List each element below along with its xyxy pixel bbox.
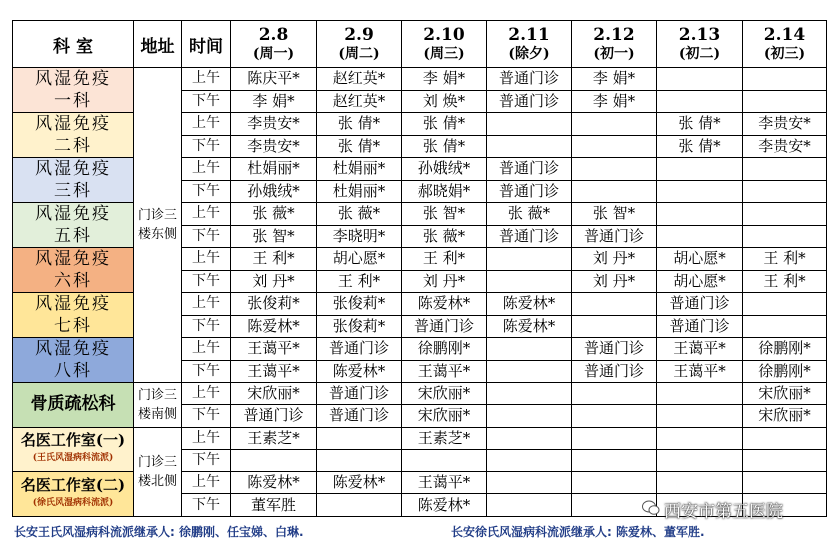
schedule-cell xyxy=(572,135,657,158)
period-label: 上午 xyxy=(182,68,231,91)
schedule-cell xyxy=(572,158,657,181)
schedule-cell: 普通门诊 xyxy=(572,338,657,361)
department-name: 风湿免疫 xyxy=(35,159,111,179)
period-label: 下午 xyxy=(182,135,231,158)
schedule-cell xyxy=(572,180,657,203)
schedule-cell xyxy=(657,180,743,203)
schedule-cell: 杜娟丽* xyxy=(317,158,402,181)
schedule-cell: 王 利* xyxy=(231,248,317,271)
department-bone: 骨质疏松科 xyxy=(13,383,134,428)
schedule-cell: 王蔼平* xyxy=(657,360,743,383)
schedule-cell: 李贵安* xyxy=(231,113,317,136)
schedule-cell: 王 利* xyxy=(743,248,827,271)
schedule-table xyxy=(12,20,827,517)
department-unit: 一科 xyxy=(54,91,92,111)
schedule-cell: 赵红英* xyxy=(317,90,402,113)
schedule-cell: 杜娟丽* xyxy=(231,158,317,181)
schedule-cell: 李 娟* xyxy=(572,90,657,113)
schedule-cell: 徐鹏刚* xyxy=(743,338,827,361)
schedule-cell xyxy=(231,449,317,471)
schedule-cell: 张 薇* xyxy=(487,203,572,226)
schedule-cell xyxy=(572,383,657,405)
schedule-cell: 胡心愿* xyxy=(317,248,402,271)
schedule-cell xyxy=(487,248,572,271)
schedule-cell: 普通门诊 xyxy=(572,360,657,383)
schedule-cell: 王 利* xyxy=(317,270,402,293)
schedule-cell: 李贵安* xyxy=(743,113,827,136)
header-date: 2.14 (初三) xyxy=(743,21,827,68)
studio-name: 名医工作室(二) xyxy=(20,475,126,494)
schedule-cell: 李 娟* xyxy=(402,68,487,91)
schedule-cell: 普通门诊 xyxy=(487,180,572,203)
hospital-watermark: 西安市第五医院 xyxy=(664,502,783,522)
department-unit: 八科 xyxy=(54,361,92,381)
header-date: 2.11 (除夕) xyxy=(487,21,572,68)
schedule-cell xyxy=(487,494,572,516)
period-label: 下午 xyxy=(182,180,231,203)
studio-name: 名医工作室(一) xyxy=(20,431,126,450)
schedule-cell xyxy=(572,293,657,316)
department-unit: 三科 xyxy=(54,181,92,201)
schedule-cell xyxy=(572,472,657,494)
department-cell xyxy=(13,248,134,293)
department-cell xyxy=(13,113,134,158)
schedule-cell xyxy=(487,405,572,427)
department-cell xyxy=(13,293,134,338)
department-name: 风湿免疫 xyxy=(35,69,111,89)
schedule-cell: 徐鹏刚* xyxy=(402,338,487,361)
schedule-cell xyxy=(487,270,572,293)
schedule-cell: 徐鹏刚* xyxy=(743,360,827,383)
department-name: 风湿免疫 xyxy=(35,204,111,224)
schedule-cell: 王 利* xyxy=(402,248,487,271)
schedule-cell xyxy=(572,449,657,471)
schedule-cell xyxy=(657,383,743,405)
schedule-cell: 陈爱林* xyxy=(402,293,487,316)
schedule-cell: 普通门诊 xyxy=(487,90,572,113)
schedule-cell: 陈爱林* xyxy=(487,315,572,338)
schedule-cell xyxy=(572,113,657,136)
schedule-cell xyxy=(743,449,827,471)
period-label: 下午 xyxy=(182,449,231,471)
schedule-cell: 宋欣丽* xyxy=(743,383,827,405)
schedule-cell: 刘 丹* xyxy=(402,270,487,293)
schedule-cell: 李 娟* xyxy=(572,68,657,91)
schedule-cell: 宋欣丽* xyxy=(402,383,487,405)
schedule-cell xyxy=(743,472,827,494)
department-unit: 二科 xyxy=(54,136,92,156)
schedule-cell xyxy=(657,90,743,113)
department-name: 风湿免疫 xyxy=(35,339,111,359)
schedule-cell: 刘 焕* xyxy=(402,90,487,113)
department-cell xyxy=(13,338,134,383)
period-label: 下午 xyxy=(182,225,231,248)
schedule-cell xyxy=(657,405,743,427)
table-row xyxy=(13,427,827,449)
schedule-cell: 王素芝* xyxy=(402,427,487,449)
department-name: 风湿免疫 xyxy=(35,249,111,269)
period-label: 上午 xyxy=(182,472,231,494)
header-date: 2.10 (周三) xyxy=(402,21,487,68)
header-date: 2.8 (周一) xyxy=(231,21,317,68)
schedule-cell: 张 薇* xyxy=(317,203,402,226)
department-unit: 五科 xyxy=(54,226,92,246)
location-east: 门诊三楼东侧 xyxy=(134,68,182,383)
schedule-cell xyxy=(487,338,572,361)
schedule-cell: 张 智* xyxy=(231,225,317,248)
schedule-cell: 杜娟丽* xyxy=(317,180,402,203)
period-label: 下午 xyxy=(182,270,231,293)
schedule-cell xyxy=(487,113,572,136)
schedule-cell: 陈爱林* xyxy=(317,360,402,383)
period-label: 下午 xyxy=(182,405,231,427)
schedule-cell: 李贵安* xyxy=(743,135,827,158)
schedule-cell: 宋欣丽* xyxy=(402,405,487,427)
schedule-cell: 李贵安* xyxy=(231,135,317,158)
schedule-cell: 陈爱林* xyxy=(487,293,572,316)
schedule-cell: 宋欣丽* xyxy=(231,383,317,405)
schedule-cell: 王蔼平* xyxy=(402,472,487,494)
schedule-cell: 李 娟* xyxy=(231,90,317,113)
schedule-cell: 普通门诊 xyxy=(487,68,572,91)
schedule-cell xyxy=(487,383,572,405)
period-label: 下午 xyxy=(182,315,231,338)
schedule-cell: 张 薇* xyxy=(231,203,317,226)
footer-right-note: 长安徐氏风湿病科流派继承人: 陈爱林、董军胜. xyxy=(451,525,705,539)
header-dept: 科 室 xyxy=(13,21,134,68)
schedule-cell: 王蔼平* xyxy=(231,360,317,383)
department-unit: 六科 xyxy=(54,271,92,291)
schedule-cell xyxy=(657,449,743,471)
header-date: 2.9 (周二) xyxy=(317,21,402,68)
schedule-cell: 普通门诊 xyxy=(657,315,743,338)
period-label: 上午 xyxy=(182,293,231,316)
schedule-cell: 普通门诊 xyxy=(572,225,657,248)
schedule-cell: 陈爱林* xyxy=(231,315,317,338)
studio-school: (王氏风湿病科流派) xyxy=(32,453,114,464)
schedule-cell xyxy=(572,405,657,427)
table-row xyxy=(13,68,827,91)
schedule-cell: 普通门诊 xyxy=(487,225,572,248)
schedule-cell xyxy=(743,68,827,91)
schedule-cell: 孙娥绒* xyxy=(402,158,487,181)
schedule-cell: 张 智* xyxy=(402,203,487,226)
location-south: 门诊三楼南侧 xyxy=(134,383,182,428)
schedule-cell: 普通门诊 xyxy=(657,293,743,316)
schedule-cell xyxy=(402,449,487,471)
period-label: 下午 xyxy=(182,494,231,516)
department-name: 风湿免疫 xyxy=(35,114,111,134)
schedule-cell xyxy=(743,203,827,226)
period-label: 上午 xyxy=(182,113,231,136)
studio-cell xyxy=(13,427,134,472)
schedule-cell: 胡心愿* xyxy=(657,270,743,293)
schedule-cell xyxy=(657,203,743,226)
schedule-cell: 刘 丹* xyxy=(231,270,317,293)
schedule-cell xyxy=(317,427,402,449)
schedule-cell: 李晓明* xyxy=(317,225,402,248)
schedule-cell xyxy=(572,427,657,449)
period-label: 上午 xyxy=(182,338,231,361)
schedule-cell xyxy=(487,135,572,158)
schedule-cell: 普通门诊 xyxy=(231,405,317,427)
schedule-cell: 刘 丹* xyxy=(572,248,657,271)
schedule-cell xyxy=(487,472,572,494)
department-name: 风湿免疫 xyxy=(35,294,111,314)
period-label: 上午 xyxy=(182,427,231,449)
schedule-cell: 普通门诊 xyxy=(402,315,487,338)
schedule-cell xyxy=(657,427,743,449)
period-label: 上午 xyxy=(182,158,231,181)
schedule-cell: 陈庆平* xyxy=(231,68,317,91)
schedule-cell xyxy=(657,472,743,494)
schedule-cell: 张 倩* xyxy=(402,135,487,158)
schedule-cell: 张 薇* xyxy=(402,225,487,248)
schedule-cell: 胡心愿* xyxy=(657,248,743,271)
schedule-cell xyxy=(487,360,572,383)
schedule-cell xyxy=(657,158,743,181)
studio-school: (徐氏风湿病科流派) xyxy=(32,497,114,508)
schedule-cell: 陈爱林* xyxy=(231,472,317,494)
schedule-cell xyxy=(657,68,743,91)
schedule-cell xyxy=(317,494,402,516)
schedule-cell: 王蔼平* xyxy=(402,360,487,383)
footer-left-note: 长安王氏风湿病科流派继承人: 徐鹏刚、任宝娣、白琳. xyxy=(14,525,304,539)
schedule-cell: 王蔼平* xyxy=(231,338,317,361)
schedule-cell: 赵红英* xyxy=(317,68,402,91)
header-location: 地址 xyxy=(134,21,182,68)
schedule-cell: 董军胜 xyxy=(231,494,317,516)
table-row xyxy=(13,383,827,405)
schedule-cell: 孙娥绒* xyxy=(231,180,317,203)
schedule-cell: 张 倩* xyxy=(402,113,487,136)
header-time: 时间 xyxy=(182,21,231,68)
schedule-cell: 王素芝* xyxy=(231,427,317,449)
schedule-cell: 陈爱林* xyxy=(402,494,487,516)
schedule-cell: 张 倩* xyxy=(317,135,402,158)
header-row xyxy=(13,21,827,68)
studio-cell xyxy=(13,472,134,517)
schedule-cell: 普通门诊 xyxy=(317,405,402,427)
schedule-cell xyxy=(743,427,827,449)
period-label: 下午 xyxy=(182,90,231,113)
schedule-cell: 王蔼平* xyxy=(657,338,743,361)
department-unit: 七科 xyxy=(54,316,92,336)
period-label: 上午 xyxy=(182,203,231,226)
schedule-cell xyxy=(743,180,827,203)
schedule-cell: 张 智* xyxy=(572,203,657,226)
wechat-icon xyxy=(642,500,660,516)
department-cell xyxy=(13,203,134,248)
schedule-cell xyxy=(487,449,572,471)
period-label: 上午 xyxy=(182,383,231,405)
schedule-cell xyxy=(657,225,743,248)
schedule-cell: 普通门诊 xyxy=(317,383,402,405)
schedule-cell: 张俊莉* xyxy=(317,315,402,338)
schedule-cell: 普通门诊 xyxy=(317,338,402,361)
schedule-cell xyxy=(572,315,657,338)
schedule-cell: 张俊莉* xyxy=(317,293,402,316)
schedule-cell: 郝晓娟* xyxy=(402,180,487,203)
schedule-cell: 张俊莉* xyxy=(231,293,317,316)
schedule-cell: 普通门诊 xyxy=(487,158,572,181)
schedule-cell: 陈爱林* xyxy=(317,472,402,494)
location-north: 门诊三楼北侧 xyxy=(134,427,182,516)
schedule-cell xyxy=(743,90,827,113)
department-cell xyxy=(13,68,134,113)
schedule-cell xyxy=(743,315,827,338)
header-date: 2.12 (初一) xyxy=(572,21,657,68)
schedule-cell xyxy=(487,427,572,449)
schedule-cell: 王 利* xyxy=(743,270,827,293)
schedule-cell xyxy=(743,225,827,248)
schedule-cell: 刘 丹* xyxy=(572,270,657,293)
schedule-cell: 张 倩* xyxy=(657,113,743,136)
header-date: 2.13 (初二) xyxy=(657,21,743,68)
period-label: 下午 xyxy=(182,360,231,383)
schedule-cell xyxy=(317,449,402,471)
schedule-cell: 张 倩* xyxy=(657,135,743,158)
schedule-cell: 宋欣丽* xyxy=(743,405,827,427)
schedule-cell xyxy=(743,293,827,316)
period-label: 上午 xyxy=(182,248,231,271)
department-cell xyxy=(13,158,134,203)
schedule-cell: 张 倩* xyxy=(317,113,402,136)
schedule-cell xyxy=(743,158,827,181)
